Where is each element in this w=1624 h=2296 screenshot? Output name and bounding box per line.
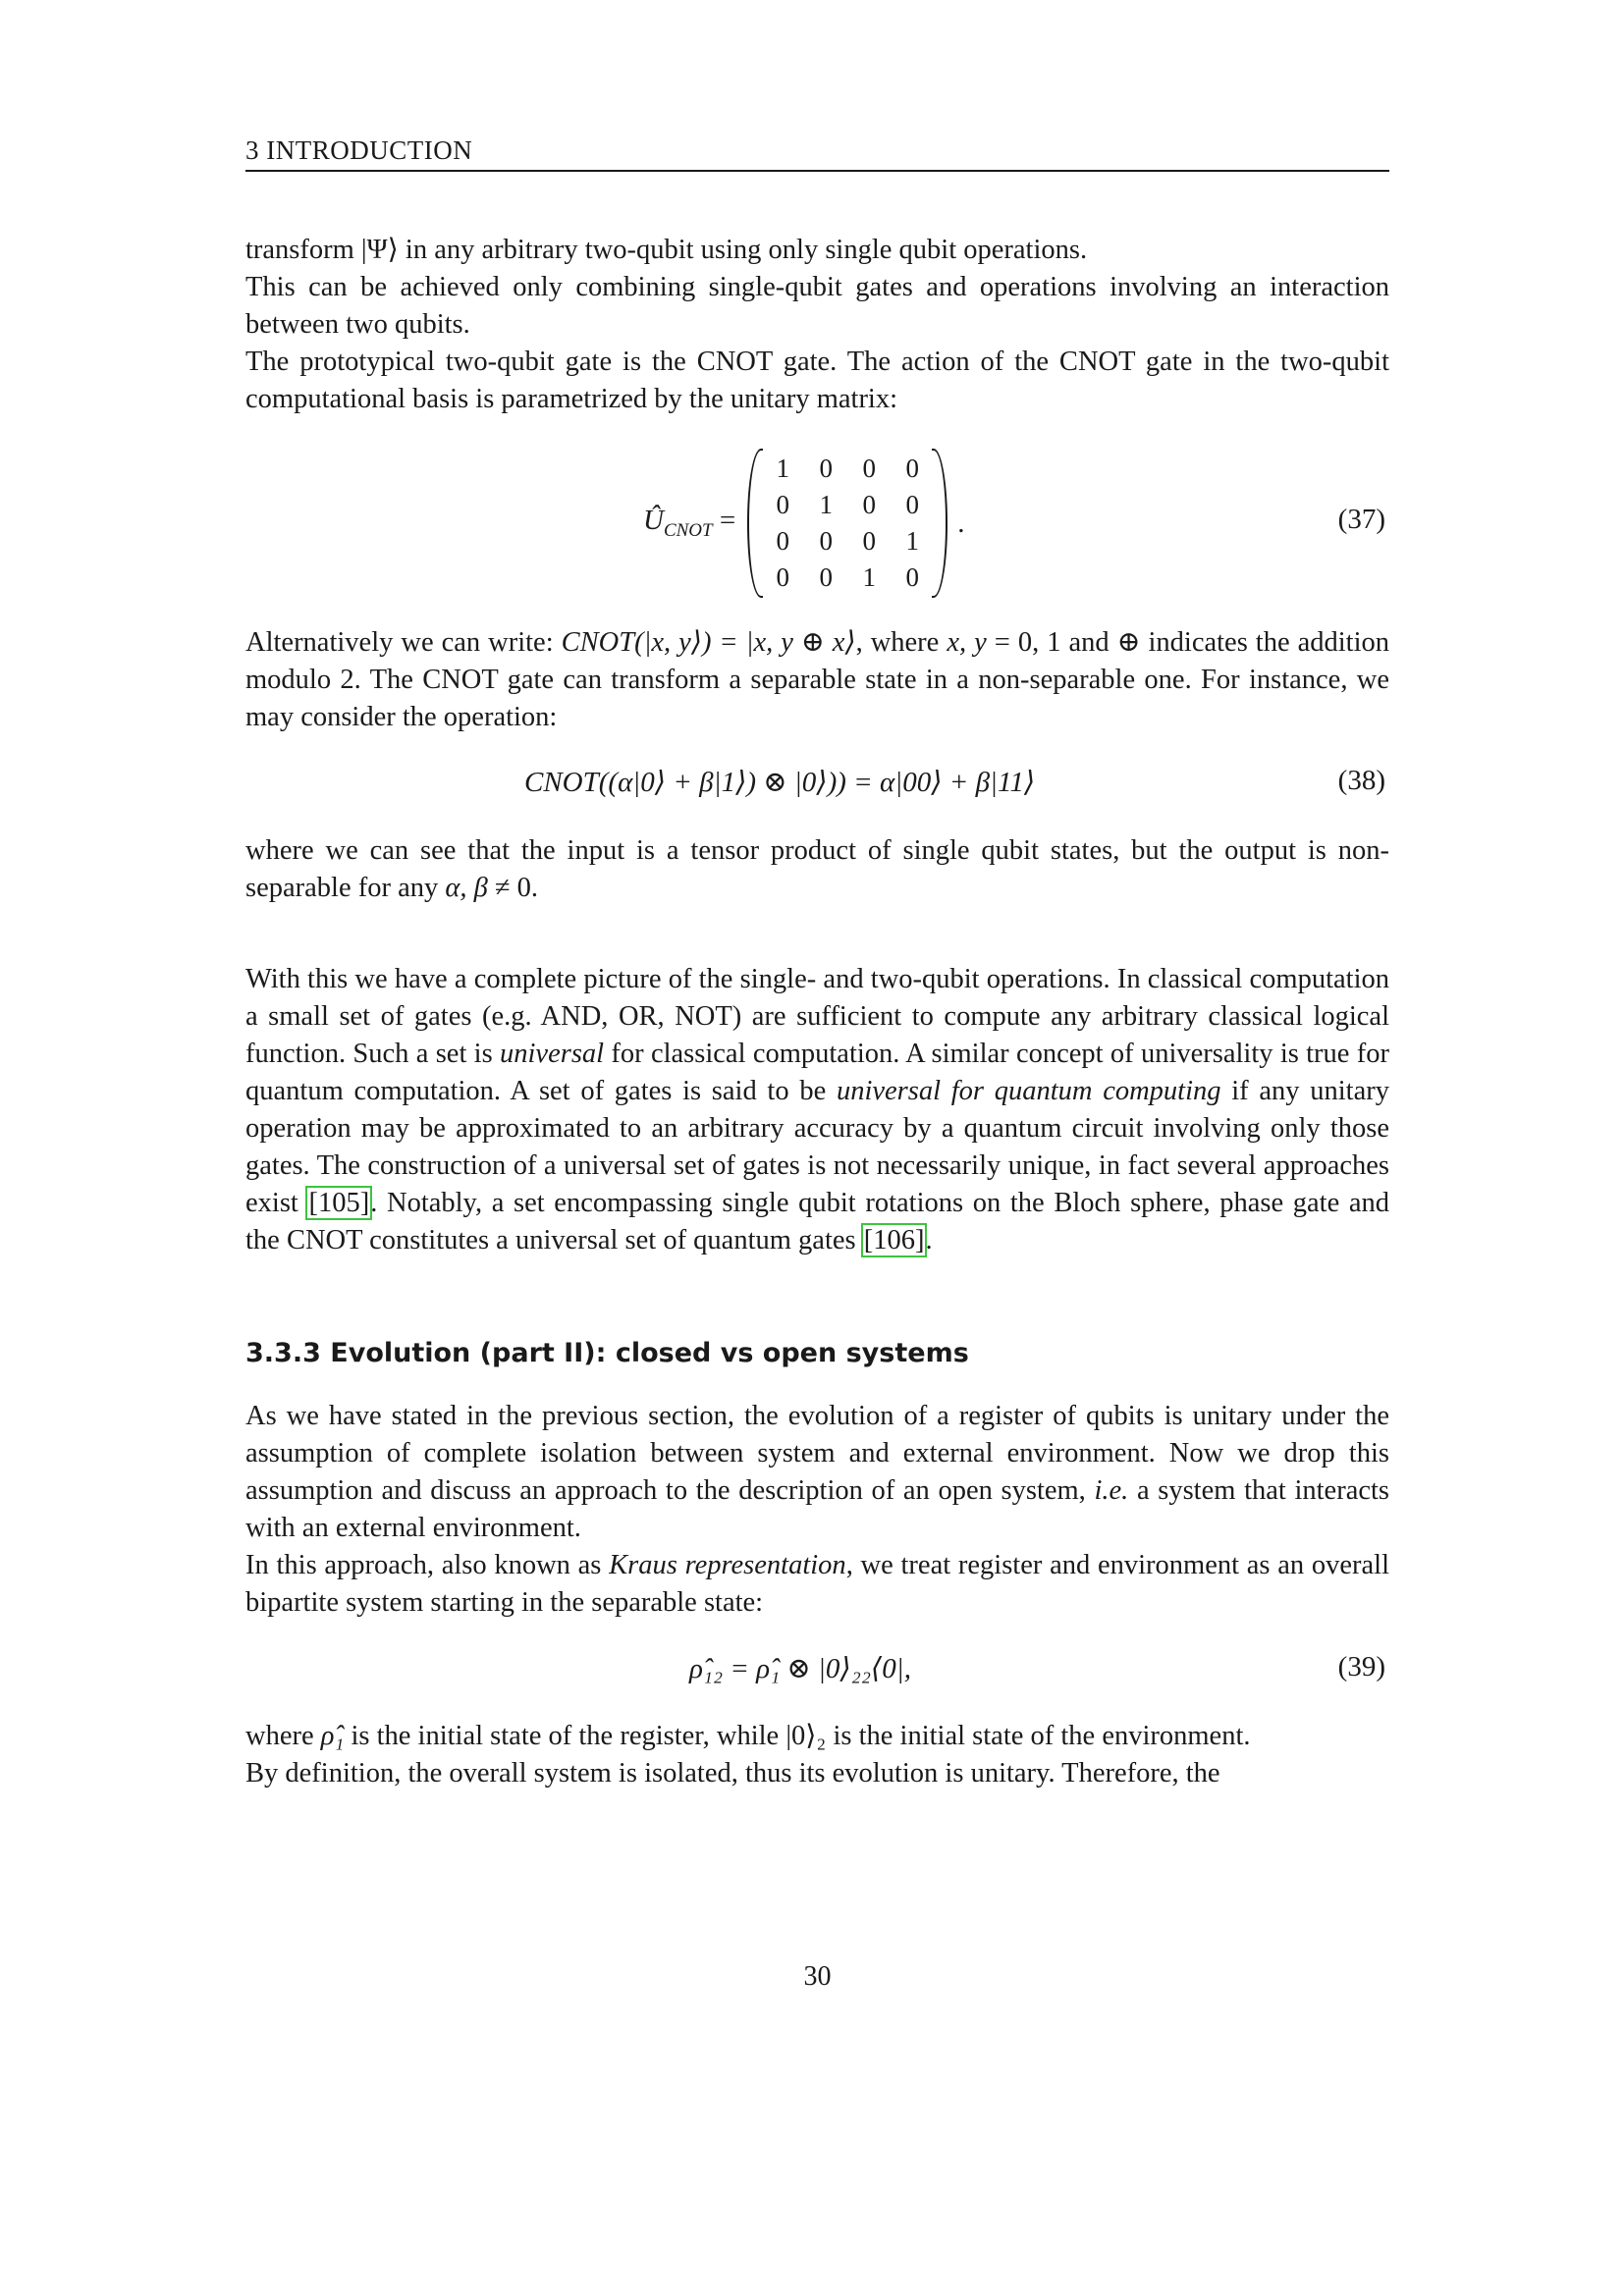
matrix-cell: 0 <box>862 526 876 556</box>
matrix-cell: 0 <box>905 454 919 483</box>
matrix-cell: 1 <box>862 562 876 592</box>
matrix-cell: 0 <box>776 562 789 592</box>
equation-body: CNOT((α|0⟩ + β|1⟩) ⊗ |0⟩)) = α|00⟩ + β|11⟩ <box>524 767 1036 798</box>
citation-link[interactable]: [106] <box>863 1225 925 1255</box>
equation-lhs: $Û_{CNOT}$ = <box>643 505 736 541</box>
matrix-cell: 0 <box>905 490 919 519</box>
page <box>245 0 1389 2296</box>
paragraph-open-systems: As we have stated in the previous section, the evolution of a register of qubits is unitary under the assumption of complete isolation between system and external environment. Now we drop this assumption and discuss an approach to the description of an open system, i.e. a system that interacts with an external environment. In this approach, also known as Kraus representation, we treat register and environment as an overall bipartite system starting in the separable state: <box>245 1401 1389 1618</box>
matrix-cell: 0 <box>819 562 833 592</box>
equation-number: (38) <box>1337 765 1385 796</box>
paragraph-separable: where we can see that the input is a tensor product of single qubit states, but the output is non-separable for any α, β ≠ 0. <box>245 835 1389 903</box>
matrix-cell: 0 <box>819 526 833 556</box>
paragraph-intro <box>245 232 1389 418</box>
matrix-cell: 1 <box>819 490 833 519</box>
equation-number: (37) <box>1337 504 1385 535</box>
equation-39 <box>245 1651 1389 1690</box>
matrix-cell: 0 <box>862 490 876 519</box>
matrix-cell: 1 <box>905 526 919 556</box>
page-number: 30 <box>803 1961 832 1992</box>
matrix-cell: 1 <box>776 454 789 483</box>
section-heading: 3.3.3 Evolution (part II): closed vs open systems <box>245 1338 969 1368</box>
text-line: By definition, the overall system is isolated, thus its evolution is unitary. Therefore, the <box>245 1758 1220 1789</box>
paragraph-initial-state: where ρ̂₁ is the initial state of the register, while |0⟩₂ is the initial state of the environment. By definition, the overall system is isolated, thus its evolution is unitary. Therefore, the <box>245 1718 1389 1792</box>
running-head: 3 INTRODUCTION <box>245 135 1389 172</box>
inline-math: ρ̂₁ <box>320 1721 345 1751</box>
matrix-cell: 0 <box>905 562 919 592</box>
equation-trail: . <box>957 507 965 539</box>
matrix-cell: 0 <box>862 454 876 483</box>
equation-37 <box>245 447 1389 599</box>
citation-link[interactable]: [105] <box>308 1188 370 1218</box>
inline-math: α, β <box>445 873 488 903</box>
matrix-cell: 0 <box>776 490 789 519</box>
text-line: The prototypical two-qubit gate is the CNOT gate. The action of the CNOT gate in the two-qubit computational basis is parametrized by the unitary matrix: <box>245 347 1389 414</box>
equation-38 <box>245 765 1389 804</box>
paragraph-universality: With this we have a complete picture of the single- and two-qubit operations. In classical computation a small set of gates (e.g. AND, OR, NOT) are sufficient to compute any arbitrary classical logical function. Such a set is universal for classical computation. A similar concept of universality is true for quantum computation. A set of gates is said to be universal for quantum computing if any unitary operation may be approximated to an arbitrary accuracy by a quantum circuit involving only those gates. The construction of a universal set of gates is not necessarily unique, in fact several approaches exist [105]. Notably, a set encompassing single qubit rotations on the Bloch sphere, phase gate and the CNOT constitutes a universal set of quantum gates [106]. <box>245 964 1390 1255</box>
cnot-matrix <box>751 451 944 596</box>
matrix-cell: 0 <box>819 454 833 483</box>
inline-math: x, y <box>947 627 987 658</box>
equation-body: ρ̂₁₂ = ρ̂₁ ⊗ |0⟩₂₂⟨0|, <box>689 1653 911 1684</box>
paragraph-cnot-alt: Alternatively we can write: CNOT(|x, y⟩) = |x, y ⊕ x⟩, where x, y = 0, 1 and ⊕ indicates the addition modulo 2. The CNOT gate can transform a separable state in a non-separable one. For instance, we may consider the operation: <box>245 627 1390 732</box>
equation-number: (39) <box>1337 1651 1385 1682</box>
text-line: transform |Ψ⟩ in any arbitrary two-qubit using only single qubit operations. <box>245 235 1088 265</box>
inline-math: CNOT(|x, y⟩) = |x, y ⊕ x⟩ <box>561 627 856 658</box>
text-line: This can be achieved only combining single-qubit gates and operations involving an interaction between two qubits. <box>245 272 1389 340</box>
matrix-cell: 0 <box>776 526 789 556</box>
